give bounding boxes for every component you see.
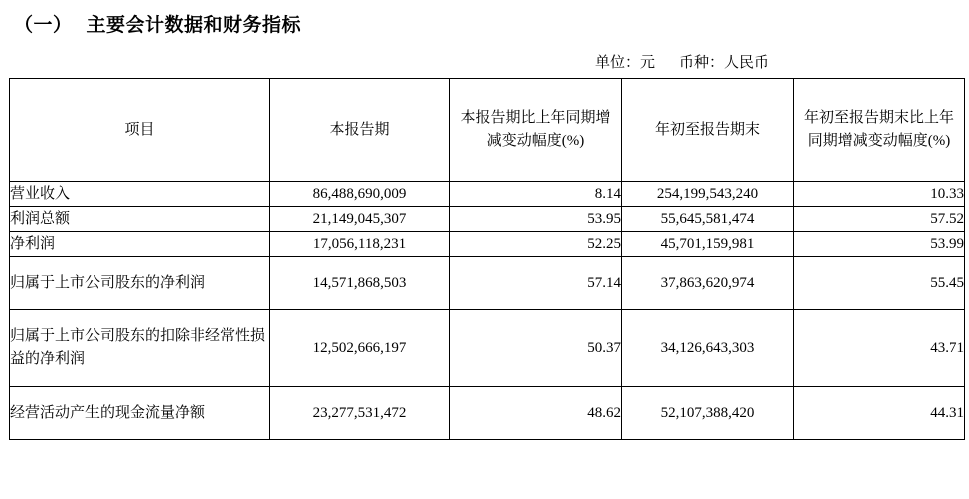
table-header-current-period-change: 本报告期比上年同期增减变动幅度(%) [450, 79, 622, 182]
cell-ytd: 45,701,159,981 [622, 232, 794, 257]
cell-ytd: 52,107,388,420 [622, 387, 794, 440]
cell-ytd-change: 57.52 [794, 207, 965, 232]
cell-item: 归属于上市公司股东的净利润 [10, 257, 270, 310]
table-header-current-period: 本报告期 [270, 79, 450, 182]
section-heading [14, 10, 969, 37]
cell-item: 归属于上市公司股东的扣除非经常性损益的净利润 [10, 310, 270, 387]
table-row [10, 232, 965, 257]
cell-ytd-change: 43.71 [794, 310, 965, 387]
unit-note-currency: 币种：人民币 [678, 55, 769, 71]
cell-ytd: 34,126,643,303 [622, 310, 794, 387]
cell-item: 营业收入 [10, 182, 270, 207]
section-heading-label: （一） [14, 15, 73, 36]
cell-current-period: 23,277,531,472 [270, 387, 450, 440]
cell-current-period: 12,502,666,197 [270, 310, 450, 387]
cell-current-period-change: 50.37 [450, 310, 622, 387]
cell-current-period-change: 53.95 [450, 207, 622, 232]
table-body [10, 182, 965, 440]
table-header-item: 项目 [10, 79, 270, 182]
cell-ytd-change: 55.45 [794, 257, 965, 310]
table-header-ytd: 年初至报告期末 [622, 79, 794, 182]
table-row [10, 310, 965, 387]
cell-ytd-change: 44.31 [794, 387, 965, 440]
cell-current-period: 86,488,690,009 [270, 182, 450, 207]
unit-note [0, 51, 769, 72]
cell-item: 利润总额 [10, 207, 270, 232]
table-row [10, 387, 965, 440]
cell-ytd: 37,863,620,974 [622, 257, 794, 310]
cell-ytd: 254,199,543,240 [622, 182, 794, 207]
cell-item: 净利润 [10, 232, 270, 257]
cell-current-period: 14,571,868,503 [270, 257, 450, 310]
table-header-row [10, 79, 965, 182]
cell-current-period-change: 57.14 [450, 257, 622, 310]
cell-current-period-change: 8.14 [450, 182, 622, 207]
cell-ytd-change: 53.99 [794, 232, 965, 257]
table-row [10, 257, 965, 310]
table-row [10, 182, 965, 207]
cell-current-period: 21,149,045,307 [270, 207, 450, 232]
cell-ytd: 55,645,581,474 [622, 207, 794, 232]
document-page [0, 10, 969, 499]
table-row [10, 207, 965, 232]
cell-item: 经营活动产生的现金流量净额 [10, 387, 270, 440]
cell-current-period: 17,056,118,231 [270, 232, 450, 257]
cell-current-period-change: 48.62 [450, 387, 622, 440]
unit-note-unit: 单位：元 [594, 55, 655, 71]
section-heading-text: 主要会计数据和财务指标 [86, 15, 302, 36]
financial-data-table [9, 78, 965, 440]
cell-current-period-change: 52.25 [450, 232, 622, 257]
table-header-ytd-change: 年初至报告期末比上年同期增减变动幅度(%) [794, 79, 965, 182]
cell-ytd-change: 10.33 [794, 182, 965, 207]
